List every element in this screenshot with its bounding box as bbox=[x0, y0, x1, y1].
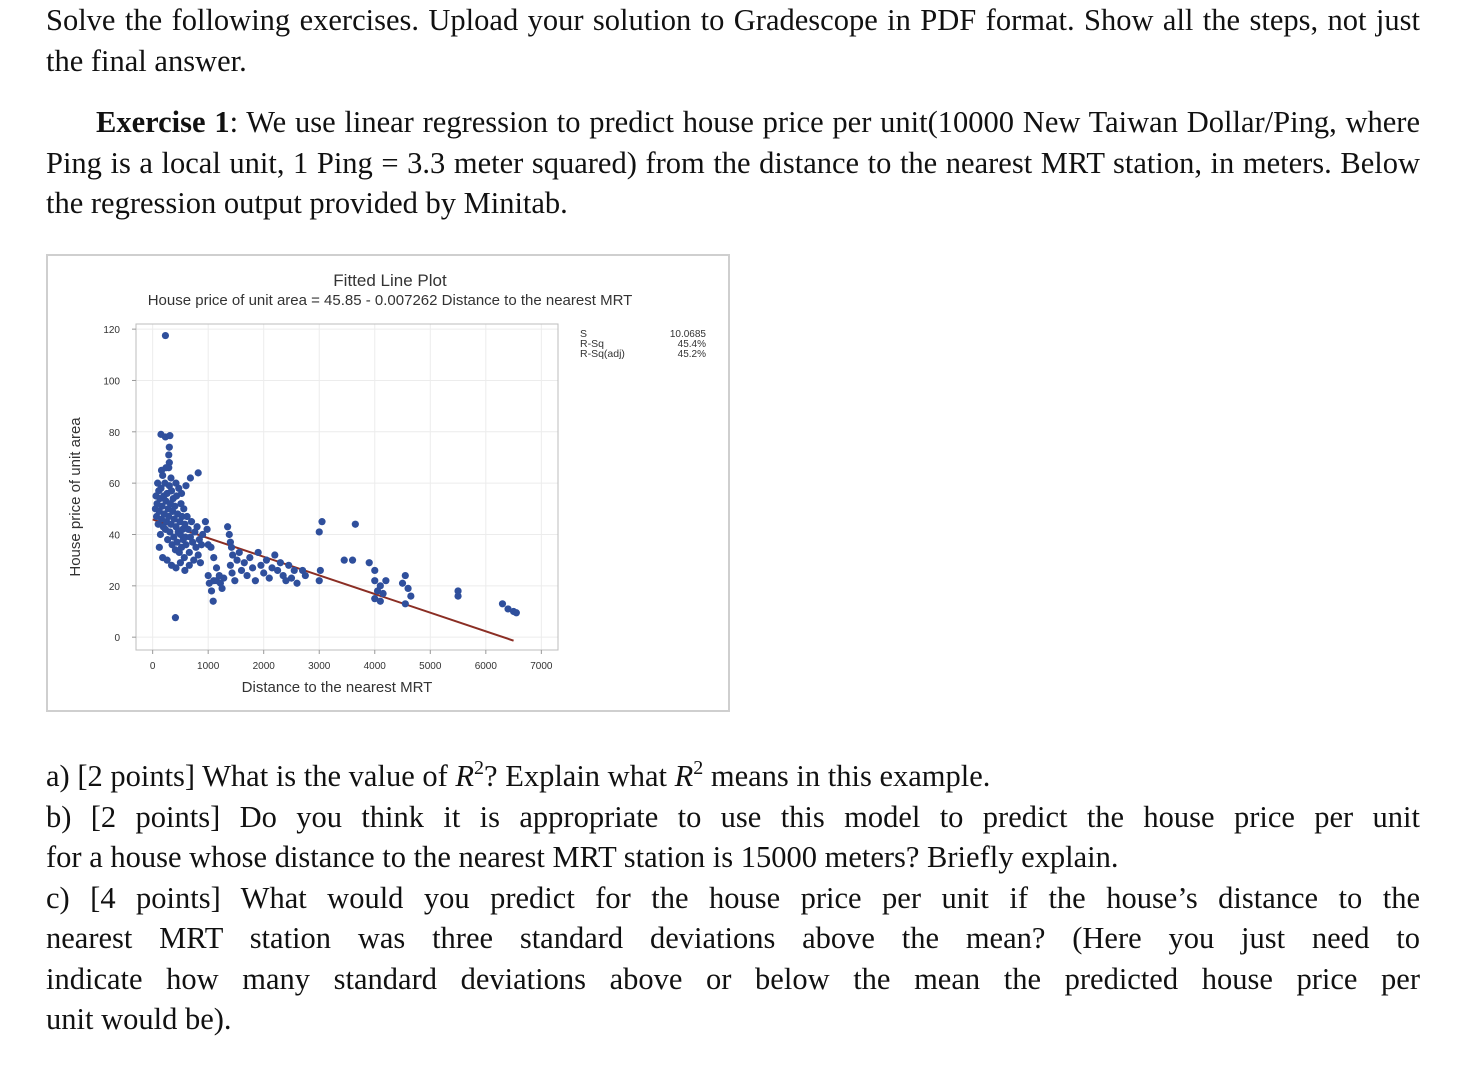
data-point bbox=[371, 567, 378, 574]
fitted-regression-line bbox=[153, 519, 514, 640]
data-point bbox=[317, 567, 324, 574]
data-point bbox=[263, 557, 270, 564]
data-point bbox=[316, 577, 323, 584]
data-point bbox=[255, 549, 262, 556]
y-tick-label: 0 bbox=[114, 633, 120, 645]
data-point bbox=[205, 572, 212, 579]
stat-label: R-Sq(adj) bbox=[580, 348, 625, 360]
data-point bbox=[228, 544, 235, 551]
data-point bbox=[166, 444, 173, 451]
x-tick-label: 2000 bbox=[252, 661, 275, 672]
data-point bbox=[227, 562, 234, 569]
y-tick-label: 100 bbox=[103, 376, 120, 388]
data-point bbox=[349, 557, 356, 564]
question-a-suffix: means in this example. bbox=[703, 759, 991, 793]
data-point bbox=[266, 575, 273, 582]
stat-value: 45.4% bbox=[677, 339, 706, 350]
data-point bbox=[366, 559, 373, 566]
data-point bbox=[226, 531, 233, 538]
question-a bbox=[46, 756, 1420, 797]
r-symbol: R bbox=[455, 759, 475, 793]
data-point bbox=[231, 577, 238, 584]
data-point bbox=[404, 585, 411, 592]
data-point bbox=[162, 464, 169, 471]
data-point bbox=[203, 526, 210, 533]
data-point bbox=[172, 614, 179, 621]
y-tick-label: 20 bbox=[108, 581, 120, 593]
data-point bbox=[208, 587, 215, 594]
data-point bbox=[182, 541, 189, 548]
data-point bbox=[402, 600, 409, 607]
data-point bbox=[271, 551, 278, 558]
data-point bbox=[302, 572, 309, 579]
data-point bbox=[402, 572, 409, 579]
data-point bbox=[167, 474, 174, 481]
question-c-line-3: indicate how many standard deviations above or below the mean the predicted house price per bbox=[46, 961, 1420, 996]
data-point bbox=[243, 572, 250, 579]
data-point bbox=[241, 559, 248, 566]
data-point bbox=[499, 600, 506, 607]
question-b-line-1: b) [2 points] Do you think it is appropriate to use this model to predict the house price per unit bbox=[46, 799, 1420, 834]
data-point bbox=[238, 567, 245, 574]
y-axis-label: House price of unit area bbox=[67, 417, 84, 577]
data-point bbox=[198, 541, 205, 548]
data-point bbox=[210, 554, 217, 561]
data-point bbox=[195, 551, 202, 558]
data-point bbox=[249, 564, 256, 571]
data-point bbox=[180, 505, 187, 512]
question-c-line-2: nearest MRT station was three standard deviations above the mean? (Here you just need to bbox=[46, 921, 1420, 955]
data-point bbox=[224, 523, 231, 530]
data-point bbox=[193, 523, 200, 530]
data-point bbox=[187, 474, 194, 481]
y-tick-label: 40 bbox=[108, 530, 120, 542]
data-point bbox=[288, 575, 295, 582]
chart-subtitle: House price of unit area = 45.85 - 0.007262 Distance to the nearest MRT bbox=[147, 292, 633, 309]
data-point bbox=[188, 518, 195, 525]
data-point bbox=[318, 518, 325, 525]
data-point bbox=[371, 577, 378, 584]
data-point bbox=[260, 569, 267, 576]
data-point bbox=[377, 582, 384, 589]
data-point bbox=[316, 528, 323, 535]
minitab-figure bbox=[46, 254, 730, 712]
data-point bbox=[162, 332, 169, 339]
data-point bbox=[352, 521, 359, 528]
data-point bbox=[218, 585, 225, 592]
data-point bbox=[178, 490, 185, 497]
fitted-line-plot bbox=[48, 256, 728, 710]
data-point bbox=[277, 559, 284, 566]
data-point bbox=[291, 567, 298, 574]
questions bbox=[46, 756, 1420, 1040]
x-tick-label: 5000 bbox=[419, 661, 442, 672]
data-point bbox=[185, 526, 192, 533]
stat-label: S bbox=[580, 328, 588, 340]
question-c-line-1: c) [4 points] What would you predict for the house price per unit if the house’s distance to the bbox=[46, 880, 1420, 915]
exercise-1-text: : We use linear regression to predict house price per unit(10000 New Taiwan Dollar/Ping, where Ping is a local unit, 1 Ping = 3.3 meter squared) from the distance to the nearest MRT station, in meters. Below the regression output provided by Minitab. bbox=[46, 105, 1420, 220]
data-point bbox=[186, 549, 193, 556]
data-point bbox=[165, 451, 172, 458]
data-point bbox=[220, 575, 227, 582]
x-tick-label: 3000 bbox=[308, 661, 331, 672]
question-b-line-2: for a house whose distance to the nearest MRT station is 15000 meters? Briefly explain. bbox=[46, 840, 1119, 874]
x-axis-label: Distance to the nearest MRT bbox=[241, 679, 433, 696]
data-point bbox=[182, 482, 189, 489]
data-point bbox=[202, 518, 209, 525]
exercise-1-paragraph bbox=[46, 102, 1420, 224]
data-point bbox=[186, 562, 193, 569]
r-symbol: R bbox=[674, 759, 694, 793]
data-point bbox=[454, 592, 461, 599]
data-point bbox=[236, 549, 243, 556]
data-point bbox=[213, 564, 220, 571]
chart-title: Fitted Line Plot bbox=[333, 271, 447, 290]
x-tick-label: 6000 bbox=[474, 661, 497, 672]
data-point bbox=[168, 487, 175, 494]
data-point bbox=[197, 559, 204, 566]
data-point bbox=[285, 562, 292, 569]
data-point bbox=[252, 577, 259, 584]
data-point bbox=[157, 531, 164, 538]
x-tick-label: 0 bbox=[149, 661, 156, 672]
data-point bbox=[274, 567, 281, 574]
intro-paragraph: Solve the following exercises. Upload your solution to Gradescope in PDF format. Show all the steps, not just the final answer. bbox=[46, 3, 1420, 78]
y-tick-label: 60 bbox=[108, 479, 120, 491]
question-a-prefix: a) [2 points] What is the value of bbox=[46, 759, 456, 793]
data-point bbox=[195, 469, 202, 476]
plot-frame bbox=[136, 324, 558, 650]
y-tick-label: 120 bbox=[103, 325, 120, 337]
data-point bbox=[156, 544, 163, 551]
data-point bbox=[228, 569, 235, 576]
data-point bbox=[207, 544, 214, 551]
data-point bbox=[341, 557, 348, 564]
x-tick-label: 4000 bbox=[363, 661, 386, 672]
data-point bbox=[399, 580, 406, 587]
data-point bbox=[407, 592, 414, 599]
data-point bbox=[513, 609, 520, 616]
x-tick-label: 1000 bbox=[197, 661, 220, 672]
data-point bbox=[177, 559, 184, 566]
data-point bbox=[233, 557, 240, 564]
data-point bbox=[166, 432, 173, 439]
data-point bbox=[257, 562, 264, 569]
stat-label: R-Sq bbox=[580, 338, 604, 350]
data-point bbox=[379, 590, 386, 597]
stat-value: 45.2% bbox=[677, 349, 706, 360]
question-a-mid: ? Explain what bbox=[484, 759, 675, 793]
r-exponent: 2 bbox=[474, 757, 485, 779]
data-point bbox=[293, 580, 300, 587]
data-point bbox=[382, 577, 389, 584]
exercise-1-label: Exercise 1 bbox=[96, 105, 230, 139]
x-tick-label: 7000 bbox=[530, 661, 553, 672]
data-point bbox=[377, 598, 384, 605]
data-point bbox=[246, 554, 253, 561]
stat-value: 10.0685 bbox=[669, 329, 706, 340]
question-c-line-4: unit would be). bbox=[46, 1002, 232, 1036]
y-tick-label: 80 bbox=[108, 427, 120, 439]
data-point bbox=[210, 598, 217, 605]
r-exponent: 2 bbox=[693, 757, 704, 779]
data-point bbox=[172, 480, 179, 487]
